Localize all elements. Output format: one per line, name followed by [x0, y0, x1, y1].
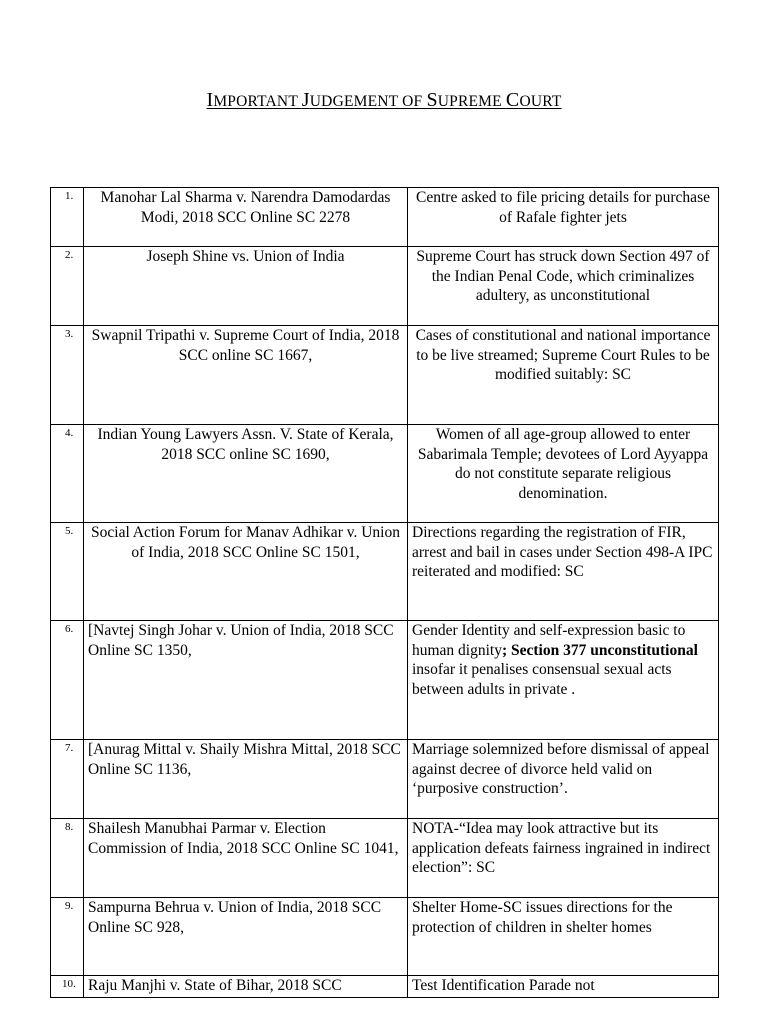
case-name: Joseph Shine vs. Union of India — [84, 247, 408, 326]
case-name: [Navtej Singh Johar v. Union of India, 2018 SCC Online SC 1350, — [84, 621, 408, 740]
table-row — [51, 898, 719, 976]
title-part: J — [301, 89, 310, 111]
table-row — [51, 425, 719, 523]
title-part: OURT — [519, 93, 562, 110]
title-part: UPREME — [437, 93, 506, 110]
row-number: 5. — [51, 523, 84, 621]
case-name: Indian Young Lawyers Assn. V. State of Kerala, 2018 SCC online SC 1690, — [84, 425, 408, 523]
judgement-summary: NOTA-“Idea may look attractive but its application defeats fairness ingrained in indirect election”: SC — [408, 819, 719, 898]
row-number: 10. — [51, 976, 84, 998]
case-name: Swapnil Tripathi v. Supreme Court of India, 2018 SCC online SC 1667, — [84, 326, 408, 425]
case-name: Raju Manjhi v. State of Bihar, 2018 SCC — [84, 976, 408, 998]
judgement-bold-text: ; Section 377 unconstitutional — [501, 641, 698, 659]
title-part: I — [206, 89, 214, 111]
judgement-summary — [408, 621, 719, 740]
title-part: MPORTANT — [213, 93, 302, 110]
title-part: UDGEMENT OF — [309, 93, 427, 110]
row-number: 1. — [51, 188, 84, 247]
judgement-summary: Supreme Court has struck down Section 497 of the Indian Penal Code, which criminalizes adultery, as unconstitutional — [408, 247, 719, 326]
judgement-text: Gender Identity and self-expression basic to human dignity — [412, 622, 686, 659]
row-number: 3. — [51, 326, 84, 425]
case-name: Shailesh Manubhai Parmar v. Election Commission of India, 2018 SCC Online SC 1041, — [84, 819, 408, 898]
table-row — [51, 326, 719, 425]
table-row — [51, 247, 719, 326]
case-name: Manohar Lal Sharma v. Narendra Damodardas Modi, 2018 SCC Online SC 2278 — [84, 188, 408, 247]
case-name: Social Action Forum for Manav Adhikar v. Union of India, 2018 SCC Online SC 1501, — [84, 523, 408, 621]
judgement-text: insofar it penalises consensual sexual acts between adults in private . — [412, 661, 672, 698]
table-row — [51, 740, 719, 819]
judgement-summary: Marriage solemnized before dismissal of appeal against decree of divorce held valid on ‘purposive construction’. — [408, 740, 719, 819]
case-name: Sampurna Behrua v. Union of India, 2018 SCC Online SC 928, — [84, 898, 408, 976]
table-row — [51, 621, 719, 740]
judgement-summary: Women of all age-group allowed to enter Sabarimala Temple; devotees of Lord Ayyappa do not constitute separate religious denomination. — [408, 425, 719, 523]
row-number: 2. — [51, 247, 84, 326]
judgement-summary: Directions regarding the registration of FIR, arrest and bail in cases under Section 498-A IPC reiterated and modified: SC — [408, 523, 719, 621]
table-row — [51, 188, 719, 247]
judgement-summary: Cases of constitutional and national importance to be live streamed; Supreme Court Rules to be modified suitably: SC — [408, 326, 719, 425]
row-number: 9. — [51, 898, 84, 976]
table-row — [51, 976, 719, 998]
title-part: S — [426, 89, 438, 111]
table-row — [51, 819, 719, 898]
judgement-summary: Shelter Home-SC issues directions for the protection of children in shelter homes — [408, 898, 719, 976]
row-number: 6. — [51, 621, 84, 740]
case-name: [Anurag Mittal v. Shaily Mishra Mittal, 2018 SCC Online SC 1136, — [84, 740, 408, 819]
row-number: 4. — [51, 425, 84, 523]
title-part: C — [505, 89, 520, 111]
judgements-table — [50, 187, 719, 998]
row-number: 7. — [51, 740, 84, 819]
judgement-summary: Test Identification Parade not — [408, 976, 719, 998]
judgement-summary: Centre asked to file pricing details for purchase of Rafale fighter jets — [408, 188, 719, 247]
row-number: 8. — [51, 819, 84, 898]
table-row — [51, 523, 719, 621]
page-title — [0, 89, 768, 112]
